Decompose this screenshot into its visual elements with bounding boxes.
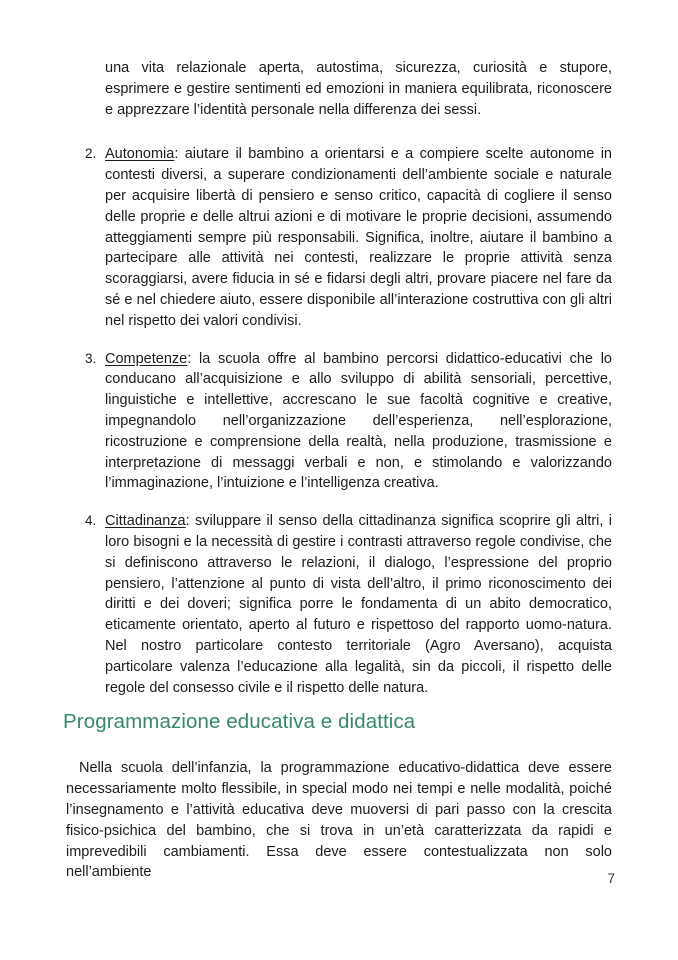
list-body: : la scuola offre al bambino percorsi didattico-educativi che lo conducano all’acquisizione e allo sviluppo di abilità sensoriali, percettive, linguistiche e intellettive, accrescano le sue facoltà cognitive e creative, impegnandolo nell’organizzazione dell’esperienza, nell’esplorazione, ricostruzione e comprensione della realtà, nella produzione, trasmissione e interpretazione di messaggi verbali e non, e stimolando e valorizzando l’immaginazione, l’intuizione e l’intelligenza creativa. xyxy=(105,350,612,492)
list-number: 2. xyxy=(85,146,97,162)
list-body: : aiutare il bambino a orientarsi e a compiere scelte autonome in contesti diversi, a superare condizionamenti dell’ambiente sociale e naturale per acquisire libertà di pensiero e senso critico, capacità di cogliere il senso delle proprie e delle altrui azioni e di motivare le proprie decisioni, assumendo atteggiamenti sempre più responsabili. Significa, inoltre, aiutare il bambino a partecipare alle attività nei contesti, realizzare le proprie attività senza scoraggiarsi, avere fiducia in sé e fidarsi degli altri, provare piacere nel fare da sé e nel chiedere aiuto, essere disponibile all’interazione costruttiva con gli altri nel rispetto dei valori condivisi. xyxy=(105,146,612,329)
section-paragraph: Nella scuola dell’infanzia, la programmazione educativo-didattica deve essere necessariamente molto flessibile, in special modo nei tempi e nelle modalità, poiché l’insegnamento e l’attività educativa deve muoversi di pari passo con la crescita fisico-psichica del bambino, che si trova in un’età caratterizzata da rapidi e imprevedibili cambiamenti. Essa deve essere contestualizzata non solo nell’ambiente xyxy=(66,760,612,881)
list-number: 3. xyxy=(85,350,97,366)
list-item-competenze xyxy=(66,349,612,495)
list-term: Cittadinanza xyxy=(105,513,186,530)
section-heading: Programmazione educativa e didattica xyxy=(63,710,416,734)
list-item-text xyxy=(105,144,612,331)
list-number: 4. xyxy=(85,513,97,529)
list-term: Competenze xyxy=(105,350,188,367)
list-item-autonomia xyxy=(66,144,612,331)
list-item-text xyxy=(105,349,612,495)
numbered-list xyxy=(66,144,612,698)
page-number: 7 xyxy=(607,871,615,886)
list-body: : sviluppare il senso della cittadinanza significa scoprire gli altri, i loro bisogni e la necessità di gestire i contrasti attraverso regole condivise, che si definiscono attraverso le relazioni, il dialogo, l’espressione del proprio pensiero, l’attenzione al punto di vista dell’altro, il primo riconoscimento dei diritti e dei doveri; significa porre le fondamenta di un abito democratico, eticamente orientato, aperto al futuro e rispettoso del rapporto uomo-natura. Nel nostro particolare contesto territoriale (Agro Aversano), acquista particolare valenza l’educazione alla legalità, sin da piccoli, il rispetto delle regole del consesso civile e il rispetto delle natura. xyxy=(105,513,612,696)
intro-paragraph: una vita relazionale aperta, autostima, sicurezza, curiosità e stupore, esprimere e gestire sentimenti ed emozioni in maniera equilibrata, riconoscere e apprezzare l’identità personale nella differenza dei sessi. xyxy=(105,60,612,118)
list-term: Autonomia xyxy=(105,146,175,163)
page-content xyxy=(63,58,612,883)
list-item-text xyxy=(105,511,612,698)
list-item-cittadinanza xyxy=(66,511,612,698)
